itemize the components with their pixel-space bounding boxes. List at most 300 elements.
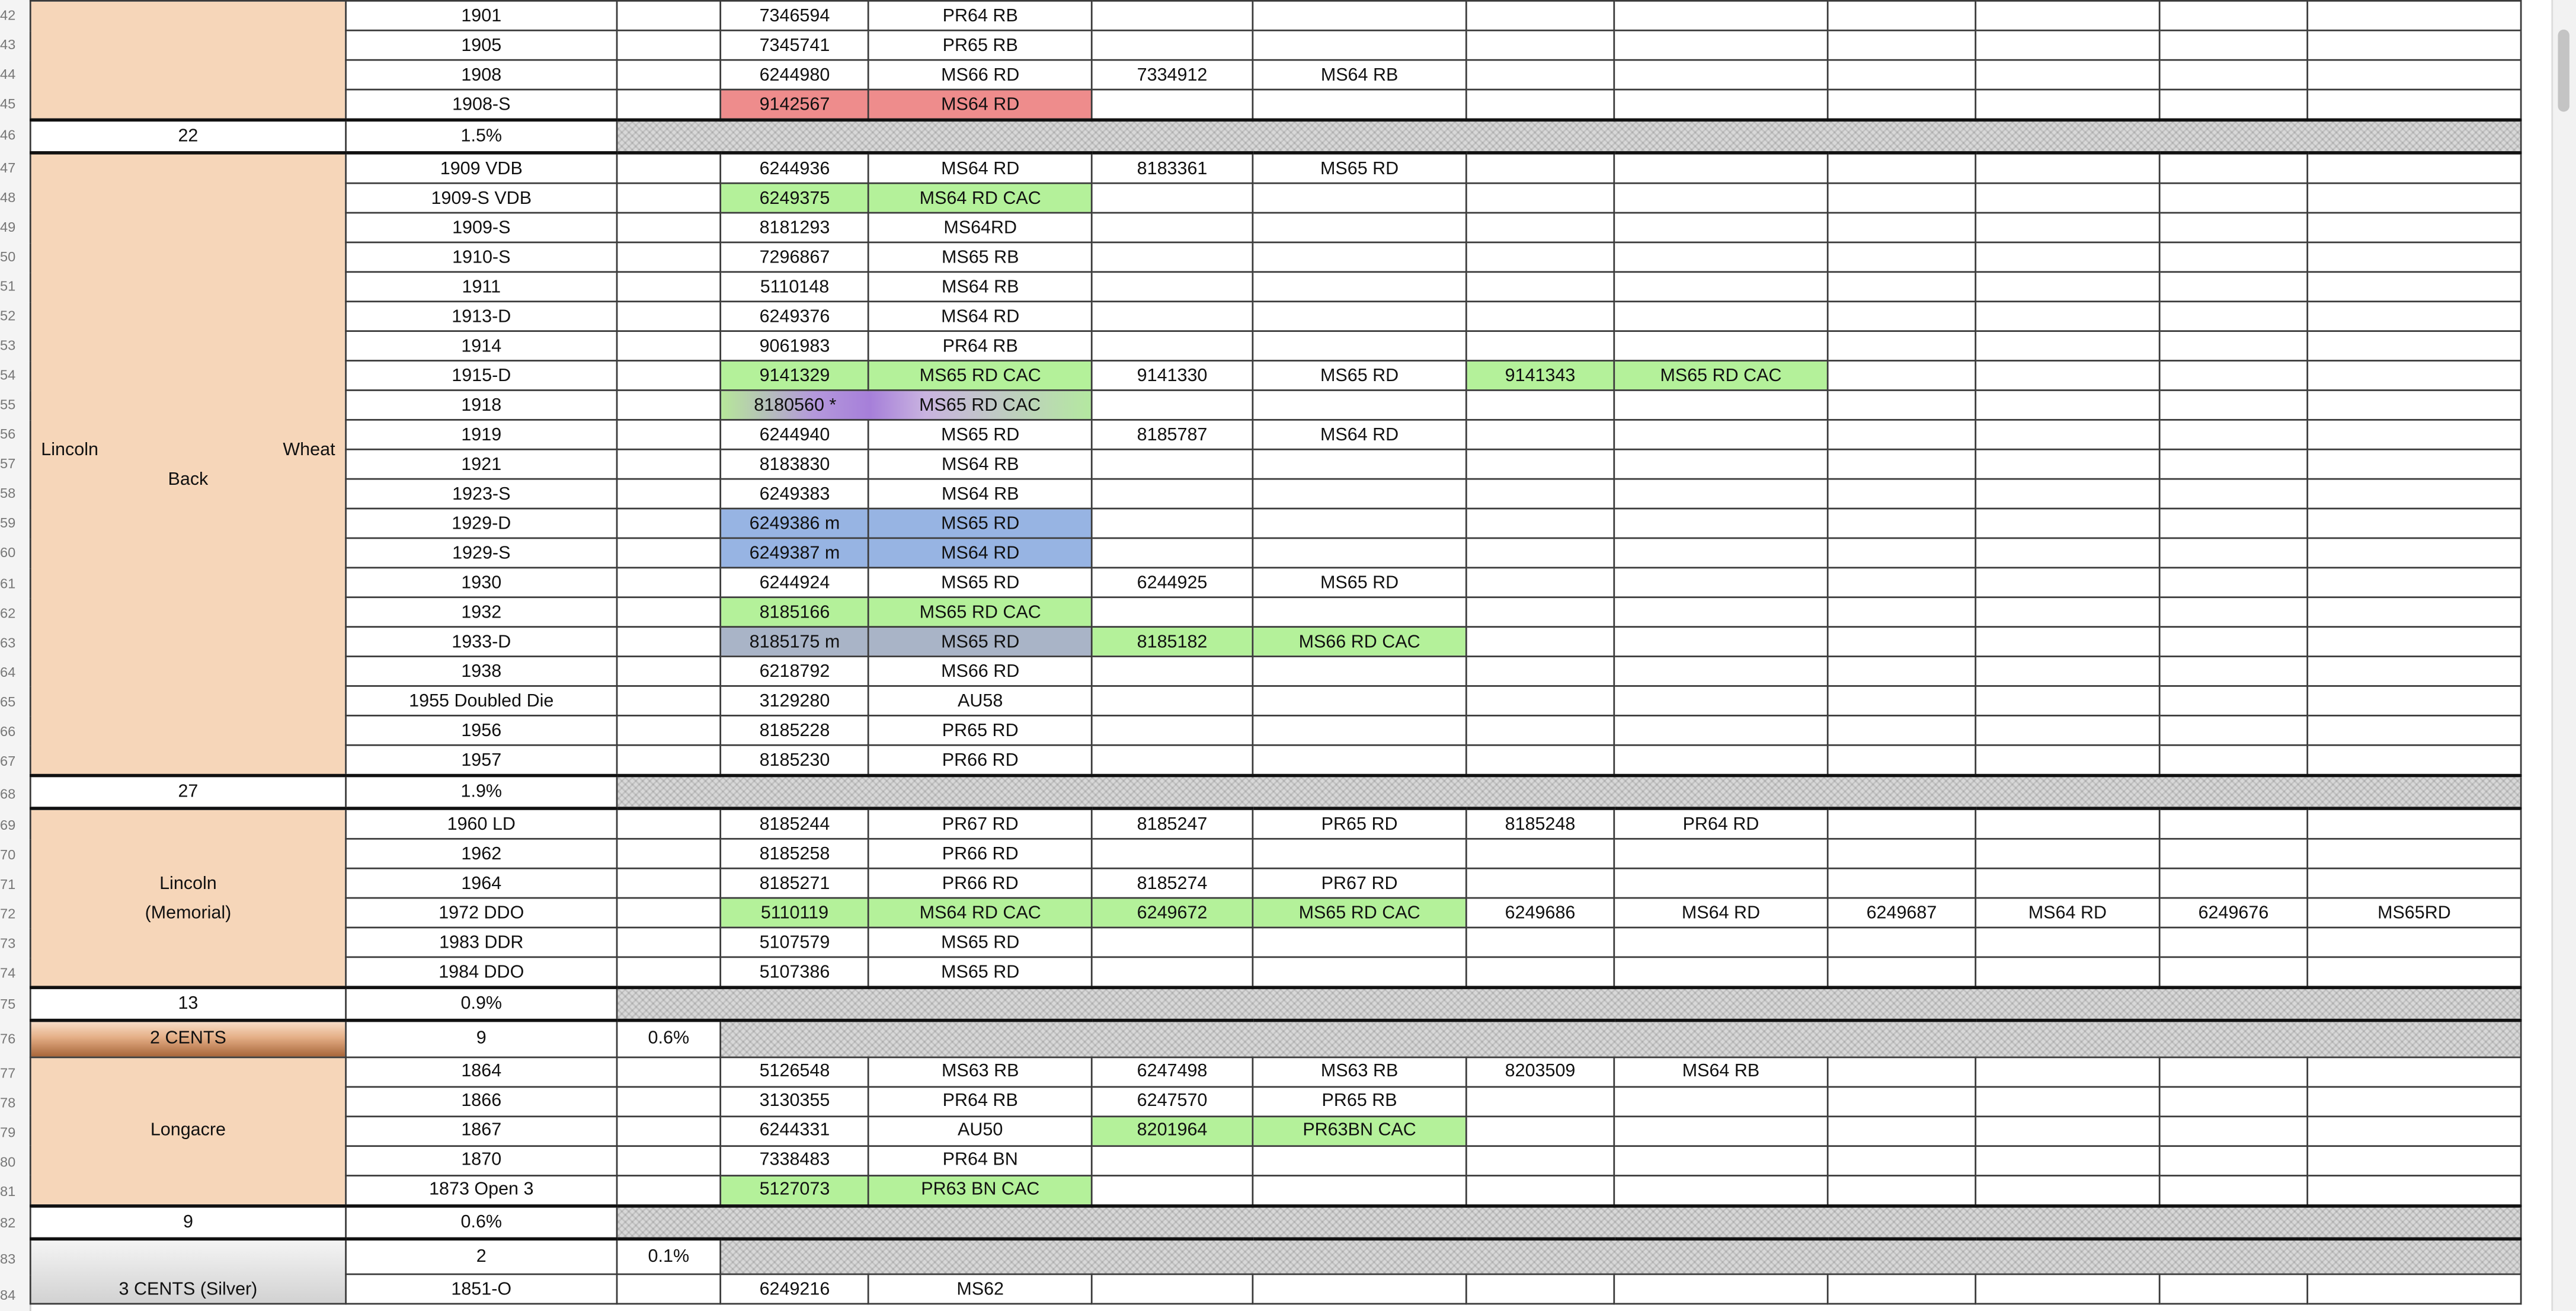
- empty-cell[interactable]: [2159, 1, 2308, 30]
- empty-cell[interactable]: [2159, 183, 2308, 213]
- empty-cell[interactable]: [1092, 715, 1253, 745]
- grade-cell-highlight-blue[interactable]: MS64 RD: [869, 538, 1092, 568]
- empty-cell[interactable]: [2159, 213, 2308, 242]
- row-number[interactable]: 62: [0, 605, 16, 621]
- empty-cell[interactable]: [1828, 272, 1976, 302]
- date-cell[interactable]: 1873 Open 3: [346, 1175, 617, 1205]
- empty-cell[interactable]: [1092, 242, 1253, 272]
- empty-cell[interactable]: [1253, 331, 1466, 361]
- empty-cell[interactable]: [1092, 686, 1253, 715]
- grade-cell-highlight-green[interactable]: MS65 RD CAC: [1614, 361, 1828, 391]
- empty-cell[interactable]: [1466, 568, 1614, 597]
- empty-cell[interactable]: [2159, 1057, 2308, 1086]
- row-number[interactable]: 81: [0, 1183, 16, 1200]
- empty-cell[interactable]: [1976, 957, 2159, 987]
- subtotal-percent[interactable]: 1.5%: [346, 120, 617, 152]
- empty-cell[interactable]: [1253, 538, 1466, 568]
- date-cell[interactable]: 1851-O: [346, 1274, 617, 1304]
- cert-cell-highlight-green[interactable]: 6249375: [721, 183, 869, 213]
- empty-cell[interactable]: [1092, 538, 1253, 568]
- row-number[interactable]: 50: [0, 248, 16, 265]
- empty-cell[interactable]: [2159, 868, 2308, 898]
- empty-cell[interactable]: [2159, 420, 2308, 449]
- empty-cell[interactable]: [1466, 331, 1614, 361]
- empty-cell[interactable]: [1828, 153, 1976, 183]
- empty-cell[interactable]: [1976, 1086, 2159, 1116]
- empty-cell[interactable]: [1092, 657, 1253, 686]
- grade-cell[interactable]: AU58: [869, 686, 1092, 715]
- grade-cell[interactable]: PR66 RD: [869, 868, 1092, 898]
- row-number[interactable]: 78: [0, 1094, 16, 1111]
- empty-cell[interactable]: [1092, 479, 1253, 509]
- cert-cell[interactable]: 6244924: [721, 568, 869, 597]
- empty-cell[interactable]: [1253, 1145, 1466, 1175]
- grade-cell[interactable]: MS64RD: [869, 213, 1092, 242]
- row-number[interactable]: 79: [0, 1124, 16, 1140]
- empty-cell[interactable]: [2308, 449, 2521, 479]
- empty-cell[interactable]: [1828, 213, 1976, 242]
- empty-cell[interactable]: [2159, 509, 2308, 538]
- date-cell[interactable]: 1933-D: [346, 627, 617, 657]
- empty-cell[interactable]: [1828, 30, 1976, 60]
- cert-cell[interactable]: 8203509: [1466, 1057, 1614, 1086]
- cert-cell[interactable]: 8185258: [721, 839, 869, 868]
- empty-cell[interactable]: [1976, 1145, 2159, 1175]
- empty-cell[interactable]: [1976, 420, 2159, 449]
- empty-cell[interactable]: [617, 331, 721, 361]
- cert-cell-highlight-green[interactable]: 5127073: [721, 1175, 869, 1205]
- grade-cell[interactable]: MS64 RD: [869, 153, 1092, 183]
- empty-cell[interactable]: [1466, 597, 1614, 627]
- empty-cell[interactable]: [1976, 597, 2159, 627]
- empty-cell[interactable]: [1976, 627, 2159, 657]
- empty-cell[interactable]: [1253, 242, 1466, 272]
- empty-cell[interactable]: [2308, 213, 2521, 242]
- empty-cell[interactable]: [2159, 839, 2308, 868]
- empty-cell[interactable]: [2159, 89, 2308, 120]
- empty-cell[interactable]: [1976, 153, 2159, 183]
- denomination-label-3-cents-silver[interactable]: 3 CENTS (Silver): [30, 1238, 345, 1304]
- cert-cell-highlight-green[interactable]: 6249672: [1092, 898, 1253, 928]
- grade-cell[interactable]: MS62: [869, 1274, 1092, 1304]
- empty-cell[interactable]: [2159, 745, 2308, 775]
- empty-cell[interactable]: [617, 183, 721, 213]
- empty-cell[interactable]: [1466, 1115, 1614, 1145]
- empty-cell[interactable]: [1092, 331, 1253, 361]
- empty-cell[interactable]: [1253, 597, 1466, 627]
- row-number[interactable]: 45: [0, 95, 16, 112]
- empty-cell[interactable]: [1614, 242, 1828, 272]
- empty-cell[interactable]: [1253, 1, 1466, 30]
- row-number[interactable]: 66: [0, 722, 16, 740]
- row-number[interactable]: 71: [0, 875, 16, 893]
- cert-cell[interactable]: 8183830: [721, 449, 869, 479]
- empty-cell[interactable]: [1976, 1175, 2159, 1205]
- empty-cell[interactable]: [1466, 89, 1614, 120]
- subtotal-count[interactable]: 22: [30, 120, 345, 152]
- empty-cell[interactable]: [1092, 745, 1253, 775]
- empty-cell[interactable]: [2308, 89, 2521, 120]
- empty-cell[interactable]: [2308, 183, 2521, 213]
- empty-cell[interactable]: [2159, 60, 2308, 89]
- empty-cell[interactable]: [617, 568, 721, 597]
- row-number[interactable]: 64: [0, 664, 16, 680]
- empty-cell[interactable]: [1828, 1057, 1976, 1086]
- empty-cell[interactable]: [2308, 597, 2521, 627]
- grade-cell[interactable]: MS64 RB: [1614, 1057, 1828, 1086]
- row-number[interactable]: 47: [0, 159, 16, 176]
- cert-cell[interactable]: 6249676: [2159, 898, 2308, 928]
- empty-cell[interactable]: [1976, 509, 2159, 538]
- empty-cell[interactable]: [1828, 1145, 1976, 1175]
- empty-cell[interactable]: [2308, 272, 2521, 302]
- empty-cell[interactable]: [1976, 242, 2159, 272]
- empty-cell[interactable]: [1828, 60, 1976, 89]
- empty-cell[interactable]: [1253, 509, 1466, 538]
- empty-cell[interactable]: [1092, 597, 1253, 627]
- empty-cell[interactable]: [1092, 1, 1253, 30]
- grade-cell[interactable]: PR64 RB: [869, 1, 1092, 30]
- empty-cell[interactable]: [1828, 509, 1976, 538]
- empty-cell[interactable]: [1466, 449, 1614, 479]
- date-cell[interactable]: 1956: [346, 715, 617, 745]
- empty-cell[interactable]: [617, 1086, 721, 1116]
- empty-cell[interactable]: [2308, 361, 2521, 391]
- row-number[interactable]: 48: [0, 188, 16, 206]
- row-number[interactable]: 57: [0, 455, 16, 472]
- date-cell[interactable]: 1911: [346, 272, 617, 302]
- row-number[interactable]: 46: [0, 126, 16, 143]
- empty-cell[interactable]: [1466, 686, 1614, 715]
- empty-cell[interactable]: [1828, 1175, 1976, 1205]
- row-number[interactable]: 42: [0, 7, 16, 23]
- row-number[interactable]: 73: [0, 935, 16, 952]
- empty-cell[interactable]: [1976, 808, 2159, 839]
- grade-cell-highlight-green[interactable]: MS64 RD CAC: [869, 898, 1092, 928]
- empty-cell[interactable]: [2308, 1, 2521, 30]
- date-cell[interactable]: 1930: [346, 568, 617, 597]
- grade-cell[interactable]: PR64 BN: [869, 1145, 1092, 1175]
- grade-cell-highlight-blue[interactable]: MS65 RD: [869, 509, 1092, 538]
- empty-cell[interactable]: [2159, 272, 2308, 302]
- date-cell[interactable]: 1909 VDB: [346, 153, 617, 183]
- empty-cell[interactable]: [1253, 715, 1466, 745]
- date-cell[interactable]: 1964: [346, 868, 617, 898]
- date-cell[interactable]: 1983 DDR: [346, 928, 617, 957]
- empty-cell[interactable]: [1253, 213, 1466, 242]
- group-cell-lincoln-wheat-back[interactable]: [30, 153, 345, 776]
- cert-cell[interactable]: 6244925: [1092, 568, 1253, 597]
- row-number[interactable]: 82: [0, 1214, 16, 1231]
- empty-cell[interactable]: [2308, 568, 2521, 597]
- date-cell[interactable]: 1929-D: [346, 509, 617, 538]
- empty-cell[interactable]: [617, 390, 721, 420]
- empty-cell[interactable]: [2308, 60, 2521, 89]
- empty-cell[interactable]: [1614, 30, 1828, 60]
- grade-cell[interactable]: MS64 RB: [869, 449, 1092, 479]
- date-cell[interactable]: 1909-S VDB: [346, 183, 617, 213]
- date-cell[interactable]: 1914: [346, 331, 617, 361]
- scrollbar-thumb[interactable]: [2558, 30, 2569, 112]
- empty-cell[interactable]: [1253, 928, 1466, 957]
- empty-cell[interactable]: [617, 957, 721, 987]
- empty-cell[interactable]: [1092, 1274, 1253, 1304]
- denomination-percent[interactable]: 0.1%: [617, 1238, 721, 1274]
- empty-cell[interactable]: [2159, 808, 2308, 839]
- empty-cell[interactable]: [1466, 213, 1614, 242]
- grade-cell[interactable]: MS64 RB: [1253, 60, 1466, 89]
- grade-cell[interactable]: AU50: [869, 1115, 1092, 1145]
- cert-cell[interactable]: 5126548: [721, 1057, 869, 1086]
- empty-cell[interactable]: [2308, 331, 2521, 361]
- empty-cell[interactable]: [1976, 657, 2159, 686]
- empty-cell[interactable]: [1466, 60, 1614, 89]
- empty-cell[interactable]: [617, 272, 721, 302]
- cert-cell-highlight-green[interactable]: 8185166: [721, 597, 869, 627]
- empty-cell[interactable]: [2159, 390, 2308, 420]
- empty-cell[interactable]: [1253, 390, 1466, 420]
- row-number[interactable]: 75: [0, 996, 16, 1012]
- cert-cell[interactable]: 7334912: [1092, 60, 1253, 89]
- cert-cell[interactable]: 8183361: [1092, 153, 1253, 183]
- subtotal-percent[interactable]: 1.9%: [346, 776, 617, 808]
- grade-cell[interactable]: MS64 RD: [869, 302, 1092, 331]
- row-number[interactable]: 74: [0, 964, 16, 981]
- empty-cell[interactable]: [1828, 242, 1976, 272]
- empty-cell[interactable]: [1614, 390, 1828, 420]
- empty-cell[interactable]: [2308, 928, 2521, 957]
- row-number[interactable]: 61: [0, 575, 16, 592]
- grade-cell[interactable]: PR65 RD: [1253, 808, 1466, 839]
- date-cell[interactable]: 1984 DDO: [346, 957, 617, 987]
- empty-cell[interactable]: [2308, 715, 2521, 745]
- empty-cell[interactable]: [1092, 957, 1253, 987]
- empty-cell[interactable]: [1976, 538, 2159, 568]
- empty-cell[interactable]: [1976, 1274, 2159, 1304]
- cert-cell-highlight-blue[interactable]: 6249387 m: [721, 538, 869, 568]
- grade-cell[interactable]: PR64 RD: [1614, 808, 1828, 839]
- grade-cell[interactable]: PR67 RD: [1253, 868, 1466, 898]
- empty-cell[interactable]: [2308, 390, 2521, 420]
- empty-cell[interactable]: [617, 715, 721, 745]
- row-number[interactable]: 80: [0, 1153, 16, 1170]
- empty-cell[interactable]: [2308, 808, 2521, 839]
- empty-cell[interactable]: [617, 538, 721, 568]
- empty-cell[interactable]: [2308, 420, 2521, 449]
- cert-cell[interactable]: 6249383: [721, 479, 869, 509]
- cert-cell[interactable]: 8185244: [721, 808, 869, 839]
- grade-cell-highlight-green[interactable]: MS65 RD CAC: [869, 597, 1092, 627]
- cert-cell[interactable]: 7345741: [721, 30, 869, 60]
- empty-cell[interactable]: [1614, 449, 1828, 479]
- empty-cell[interactable]: [1828, 715, 1976, 745]
- empty-cell[interactable]: [2159, 957, 2308, 987]
- empty-cell[interactable]: [2308, 1145, 2521, 1175]
- grade-cell[interactable]: MS65 RD: [869, 928, 1092, 957]
- empty-cell[interactable]: [2308, 1086, 2521, 1116]
- grade-cell[interactable]: PR64 RB: [869, 331, 1092, 361]
- grade-cell[interactable]: MS63 RB: [869, 1057, 1092, 1086]
- cert-cell[interactable]: 6249686: [1466, 898, 1614, 928]
- cert-cell[interactable]: 7296867: [721, 242, 869, 272]
- empty-cell[interactable]: [2308, 745, 2521, 775]
- date-cell[interactable]: 1932: [346, 597, 617, 627]
- empty-cell[interactable]: [1253, 839, 1466, 868]
- grade-cell-highlight-red[interactable]: MS64 RD: [869, 89, 1092, 120]
- empty-cell[interactable]: [1614, 839, 1828, 868]
- empty-cell[interactable]: [1828, 89, 1976, 120]
- empty-cell[interactable]: [1828, 808, 1976, 839]
- date-cell[interactable]: 1915-D: [346, 361, 617, 391]
- grade-cell-highlight-slate[interactable]: MS65 RD: [869, 627, 1092, 657]
- row-number[interactable]: 83: [0, 1250, 16, 1267]
- cert-cell[interactable]: 3129280: [721, 686, 869, 715]
- row-number[interactable]: 84: [0, 1286, 16, 1303]
- row-number[interactable]: 72: [0, 905, 16, 922]
- empty-cell[interactable]: [1828, 928, 1976, 957]
- empty-cell[interactable]: [2308, 657, 2521, 686]
- empty-cell[interactable]: [1828, 839, 1976, 868]
- date-cell[interactable]: 1870: [346, 1145, 617, 1175]
- empty-cell[interactable]: [2159, 627, 2308, 657]
- empty-cell[interactable]: [1976, 1057, 2159, 1086]
- empty-cell[interactable]: [1253, 957, 1466, 987]
- empty-cell[interactable]: [1614, 509, 1828, 538]
- empty-cell[interactable]: [2308, 839, 2521, 868]
- empty-cell[interactable]: [1976, 449, 2159, 479]
- cert-cell-highlight-green[interactable]: 9141329: [721, 361, 869, 391]
- date-cell[interactable]: 1923-S: [346, 479, 617, 509]
- empty-cell[interactable]: [1466, 627, 1614, 657]
- date-cell[interactable]: 1901: [346, 1, 617, 30]
- empty-cell[interactable]: [617, 1145, 721, 1175]
- vertical-scrollbar[interactable]: [2551, 0, 2576, 1311]
- cert-cell[interactable]: 6218792: [721, 657, 869, 686]
- subtotal-percent[interactable]: 0.6%: [346, 1205, 617, 1238]
- subtotal-percent[interactable]: 0.9%: [346, 987, 617, 1020]
- empty-cell[interactable]: [1614, 420, 1828, 449]
- row-number[interactable]: 76: [0, 1030, 16, 1047]
- empty-cell[interactable]: [1253, 479, 1466, 509]
- empty-cell[interactable]: [1466, 272, 1614, 302]
- cert-cell[interactable]: 8185274: [1092, 868, 1253, 898]
- grade-cell[interactable]: MS64 RD: [1253, 420, 1466, 449]
- empty-cell[interactable]: [1828, 686, 1976, 715]
- empty-cell[interactable]: [1466, 1, 1614, 30]
- row-number[interactable]: 77: [0, 1064, 16, 1082]
- empty-cell[interactable]: [1092, 390, 1253, 420]
- cert-cell[interactable]: 9061983: [721, 331, 869, 361]
- cert-cell-highlight-green[interactable]: 8201964: [1092, 1115, 1253, 1145]
- row-number[interactable]: 59: [0, 514, 16, 531]
- empty-cell[interactable]: [1466, 1274, 1614, 1304]
- empty-cell[interactable]: [1976, 745, 2159, 775]
- cert-cell[interactable]: 8185271: [721, 868, 869, 898]
- denomination-count[interactable]: 9: [346, 1021, 617, 1057]
- grade-cell-highlight-green[interactable]: MS66 RD CAC: [1253, 627, 1466, 657]
- empty-cell[interactable]: [617, 1274, 721, 1304]
- empty-cell[interactable]: [1976, 1, 2159, 30]
- row-number[interactable]: 54: [0, 366, 16, 383]
- empty-cell[interactable]: [1976, 361, 2159, 391]
- grade-cell[interactable]: MS65 RD: [1253, 568, 1466, 597]
- grade-cell-highlight-green[interactable]: MS65 RD CAC: [869, 361, 1092, 391]
- subtotal-count[interactable]: 27: [30, 776, 345, 808]
- empty-cell[interactable]: [1466, 745, 1614, 775]
- empty-cell[interactable]: [1828, 331, 1976, 361]
- empty-cell[interactable]: [2159, 597, 2308, 627]
- cert-cell[interactable]: 8185248: [1466, 808, 1614, 839]
- empty-cell[interactable]: [1614, 928, 1828, 957]
- empty-cell[interactable]: [1092, 272, 1253, 302]
- cert-cell[interactable]: 8185228: [721, 715, 869, 745]
- empty-cell[interactable]: [1466, 957, 1614, 987]
- denomination-percent[interactable]: 0.6%: [617, 1021, 721, 1057]
- empty-cell[interactable]: [617, 1, 721, 30]
- empty-cell[interactable]: [2308, 686, 2521, 715]
- empty-cell[interactable]: [1092, 213, 1253, 242]
- date-cell[interactable]: 1910-S: [346, 242, 617, 272]
- date-cell[interactable]: 1929-S: [346, 538, 617, 568]
- empty-cell[interactable]: [617, 745, 721, 775]
- empty-cell[interactable]: [1614, 272, 1828, 302]
- empty-cell[interactable]: [617, 808, 721, 839]
- empty-cell[interactable]: [1466, 928, 1614, 957]
- date-cell[interactable]: 1864: [346, 1057, 617, 1086]
- empty-cell[interactable]: [1828, 1086, 1976, 1116]
- cert-cell[interactable]: 6247498: [1092, 1057, 1253, 1086]
- empty-cell[interactable]: [1614, 479, 1828, 509]
- empty-cell[interactable]: [1976, 302, 2159, 331]
- cert-cell[interactable]: 8185787: [1092, 420, 1253, 449]
- cert-cell[interactable]: 5110148: [721, 272, 869, 302]
- empty-cell[interactable]: [2159, 302, 2308, 331]
- empty-cell[interactable]: [1828, 868, 1976, 898]
- empty-cell[interactable]: [1828, 745, 1976, 775]
- empty-cell[interactable]: [1466, 302, 1614, 331]
- empty-cell[interactable]: [1466, 1086, 1614, 1116]
- empty-cell[interactable]: [1828, 479, 1976, 509]
- row-number[interactable]: 52: [0, 307, 16, 324]
- cert-cell[interactable]: 8181293: [721, 213, 869, 242]
- cert-cell-highlight-slate[interactable]: 8185175 m: [721, 627, 869, 657]
- row-number[interactable]: 68: [0, 785, 16, 802]
- empty-cell[interactable]: [617, 153, 721, 183]
- cert-cell[interactable]: 6244331: [721, 1115, 869, 1145]
- empty-cell[interactable]: [1976, 686, 2159, 715]
- empty-cell[interactable]: [1976, 568, 2159, 597]
- empty-cell[interactable]: [617, 627, 721, 657]
- row-number[interactable]: 63: [0, 634, 16, 651]
- empty-cell[interactable]: [2308, 302, 2521, 331]
- cert-cell[interactable]: 6249687: [1828, 898, 1976, 928]
- empty-cell[interactable]: [1092, 183, 1253, 213]
- empty-cell[interactable]: [1614, 153, 1828, 183]
- empty-cell[interactable]: [1253, 89, 1466, 120]
- empty-cell[interactable]: [617, 509, 721, 538]
- empty-cell[interactable]: [2159, 538, 2308, 568]
- empty-cell[interactable]: [1466, 479, 1614, 509]
- group-cell-longacre[interactable]: Longacre: [30, 1057, 345, 1206]
- empty-cell[interactable]: [1466, 1175, 1614, 1205]
- empty-cell[interactable]: [1614, 538, 1828, 568]
- empty-cell[interactable]: [1253, 30, 1466, 60]
- empty-cell[interactable]: [1092, 1175, 1253, 1205]
- empty-cell[interactable]: [1828, 1, 1976, 30]
- empty-cell[interactable]: [1092, 30, 1253, 60]
- empty-cell[interactable]: [1976, 868, 2159, 898]
- grade-cell[interactable]: PR67 RD: [869, 808, 1092, 839]
